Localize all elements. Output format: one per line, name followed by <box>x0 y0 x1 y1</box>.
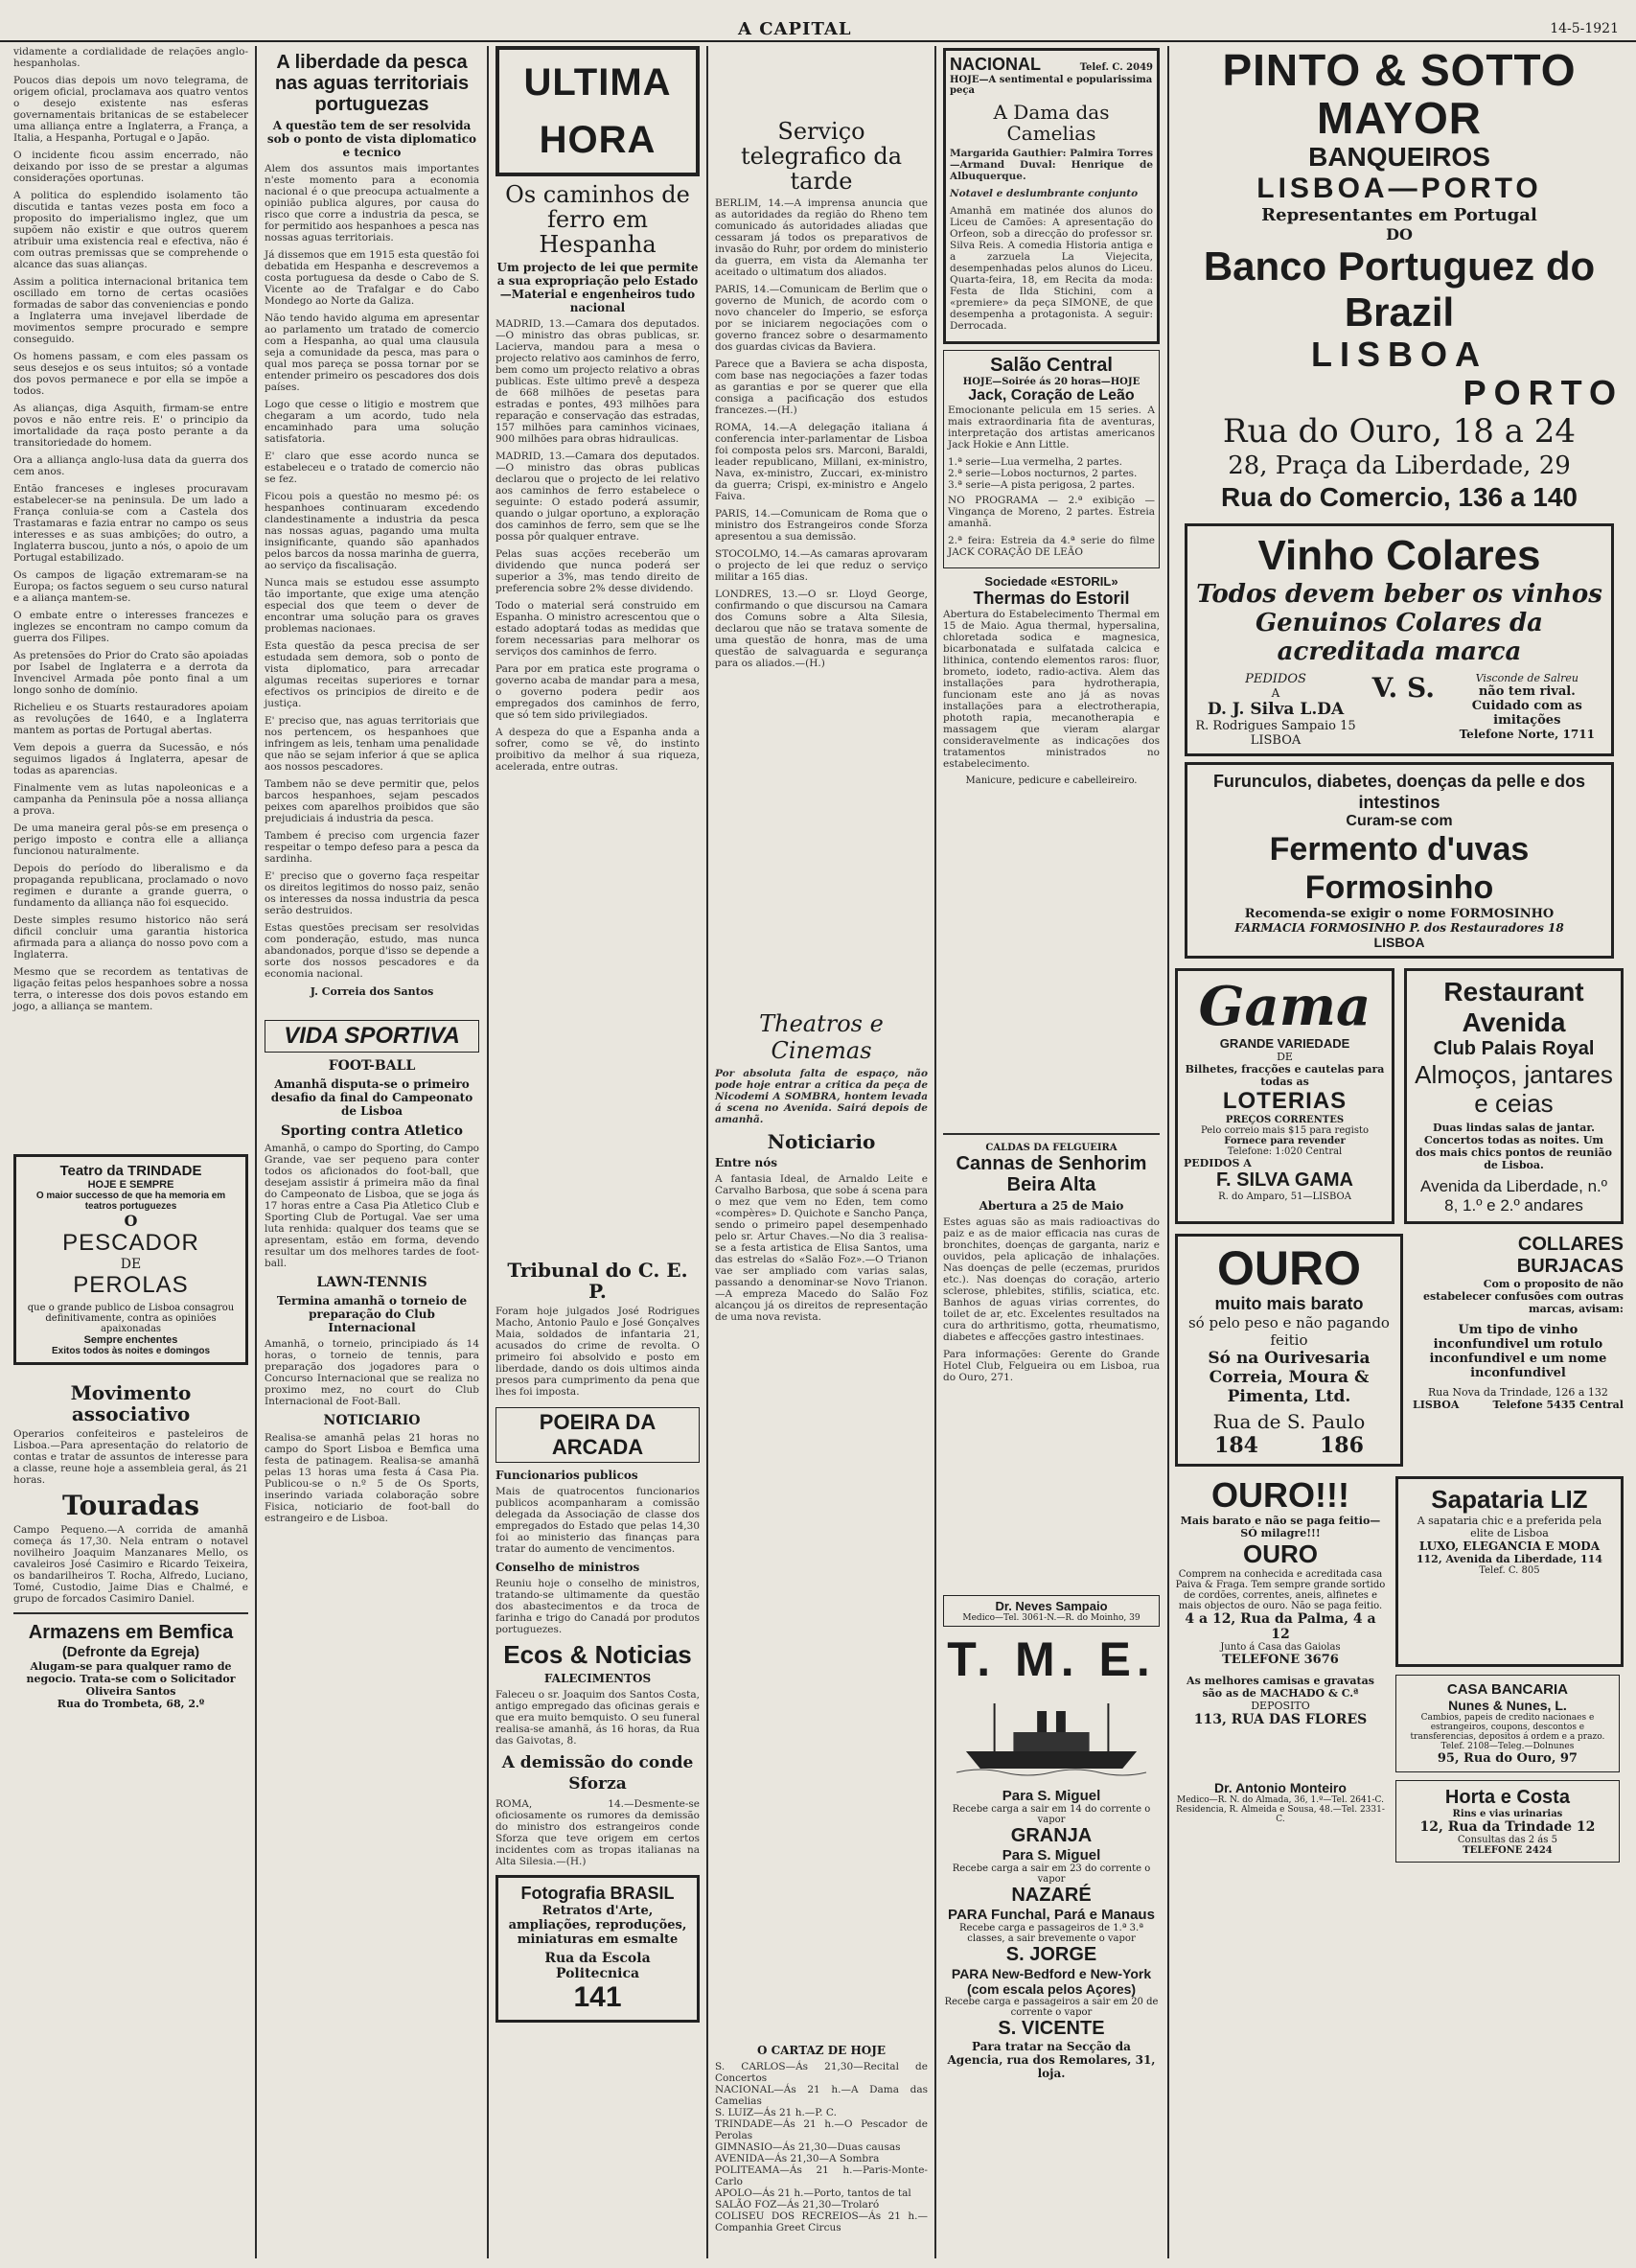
pinto-address-2: 28, Praça da Liberdade, 29 <box>1228 451 1571 480</box>
pinto-bank: Banco Portuguez do Brazil <box>1203 243 1596 335</box>
column-5 <box>943 46 1164 2258</box>
bancaria-telephone: Telef. 2108—Teleg.—Dolnunes <box>1440 1742 1575 1751</box>
felgueira-ad <box>943 1125 1164 1389</box>
article-paragraph: Poucos dias depois um novo telegrama, de origem oficial, proclamava aos quatro ventos o desejo existente nas esferas governamentais britanicas de se estabelecer uma alliança entre a Inglaterra, a França, a Italia, a Hespanha, Portugal e o Japão. <box>13 75 252 144</box>
fermento-ad <box>1185 762 1614 959</box>
ouro-text: só pelo peso e não pagando feitio <box>1187 1314 1390 1349</box>
column-rule <box>706 46 708 2258</box>
colares-visconde <box>1449 672 1605 741</box>
horta-ad <box>1395 1780 1620 1863</box>
armazens-title: Armazens em Bemfica <box>28 1622 234 1643</box>
burjacas-title: COLLARES BURJACAS <box>1516 1234 1624 1277</box>
cartaz-title: O CARTAZ DE HOJE <box>756 2044 887 2057</box>
ouro-paiva-ad <box>1175 1476 1386 1667</box>
masthead <box>0 19 1636 42</box>
pinto-address-1: Rua do Ouro, 18 a 24 <box>1222 412 1577 451</box>
football-subhead: Amanhã disputa-se o primeiro desafio da final do Campeonato de Lisboa <box>270 1077 473 1118</box>
newspaper-date: 14-5-1921 <box>1550 21 1619 36</box>
colares-no-rival: não tem rival. Cuidado com as imitações <box>1471 684 1582 728</box>
fermento-pharmacy: FARMACIA FORMOSINHO P. dos Restauradores 18 <box>1234 921 1564 935</box>
granja-ship: GRANJA <box>1010 1825 1093 1846</box>
colares-orders <box>1193 672 1358 748</box>
machado-deposit: DEPOSITO <box>1251 1700 1310 1712</box>
restaurant-meals: Almoços, jantares e ceias <box>1415 1060 1613 1118</box>
article-paragraph: STOCOLMO, 14.—As camaras aprovaram o projecto de lei que reduz o serviço militar a 165 dias. <box>715 548 932 583</box>
nazare-ship: NAZARÉ <box>1011 1885 1092 1906</box>
nacional-title: NACIONAL <box>950 55 1041 74</box>
article-paragraph: As alianças, diga Asquith, firmam-se entre povos e não entre reis. E' o principio da imortalidade da raça posto perante a da transitoriedade do homem. <box>13 403 252 449</box>
burjacas-footer <box>1413 1399 1624 1411</box>
salao-series: 2.ª serie—Lobos nocturnos, 2 partes. <box>948 468 1138 479</box>
article-paragraph: Parece que a Baviera se acha disposta, com base nas negociações a fazer todas as garantias e por se querer que ella consiga a pacificação dos estudos francezes.—(H.) <box>715 359 932 416</box>
poeira-text: Mais de quatrocentos funcionarios publicos acompanharam a comissão delegada da Associação de classe dos empregados do Estado que pelas 14,30 foi ao ministerio das finanças para tratar do aumento de vencimentos. <box>495 1486 703 1555</box>
restaurant-text: Duas lindas salas de jantar. Concertos todas as noites. Um dos mais chics pontos de reunião de Lisboa. <box>1415 1122 1613 1171</box>
neves-text: Medico—Tel. 3061-N.—R. do Moinho, 39 <box>962 1613 1141 1623</box>
trindade-play-line-1: PESCADOR <box>62 1230 199 1256</box>
bancaria-name: Nunes & Nunes, L. <box>1448 1698 1567 1713</box>
alliance-article <box>13 46 252 1012</box>
armazens-address: Rua do Trombeta, 68, 2.º <box>57 1698 205 1710</box>
article-paragraph: E' claro que esse acordo nunca se estabeleceu e o tratado de comercio não se fez. <box>265 451 483 485</box>
sapataria-title: Sapataria LIZ <box>1431 1485 1588 1514</box>
miguel-1-title: Para S. Miguel <box>1002 1788 1101 1804</box>
nacional-note: Notavel e deslumbrante conjunto <box>950 188 1139 199</box>
ouro-paiva-telephone: TELEFONE 3676 <box>1222 1653 1339 1667</box>
lower-column-3 <box>495 1254 703 2028</box>
article-paragraph: MADRID, 13.—Camara dos deputados.—O ministro das obras publicas, sr. Lacierva, mandou para a mesa o projecto relativo aos caminhos de ferro, bem como um projecto relativo a obras publicas. Este ultimo prevê a despeza de 668 milhões de pesetas para estradas e pontes, 493 milhões para reparação e conservação das estradas, 157 milhões para caminhos vicinaes, 900 milhões para obras hidraulicas. <box>495 318 703 445</box>
article-paragraph: Os campos de ligação extremaram-se na Europa; os factos seguem o seu curso natural e a aliança mantem-se. <box>13 569 252 604</box>
ouro-shop: Só na Ourivesaria Correia, Moura & Pimenta, Ltd. <box>1208 1349 1371 1406</box>
ouro-address: Rua de S. Paulo <box>1212 1410 1366 1433</box>
gama-text-3: Fornece para revender <box>1224 1136 1346 1146</box>
brasil-title: Fotografia BRASIL <box>520 1884 675 1903</box>
horta-address: 12, Rua da Trindade 12 <box>1419 1819 1596 1835</box>
newspaper-title: A CAPITAL <box>738 19 852 39</box>
football-title: FOOT-BALL <box>328 1058 416 1074</box>
pesca-subhead: A questão tem de ser resolvida sob o ponto de vista diplomatico e tecnico <box>266 119 477 159</box>
cep-title: Tribunal do C. E. P. <box>507 1259 688 1303</box>
ecos-title: Ecos & Noticias <box>503 1640 692 1669</box>
nacional-header <box>950 55 1153 75</box>
article-paragraph: LONDRES, 13.—O sr. Lloyd George, confirmando o que discursou na Camara dos Comuns sobre a Alta Silesia, declarou que não se tratava somente de uma questão de honra, mas de uma questão de salvaguarda e segurança para os aliados.—(H.) <box>715 589 932 669</box>
burjacas-slogan: Um tipo de vinho inconfundivel um rotulo inconfundivel e um nome inconfundivel <box>1429 1323 1607 1380</box>
fermento-cure: Curam-se com <box>1346 813 1453 829</box>
tme-logo: T. M. E. <box>947 1632 1156 1686</box>
article-paragraph: PARIS, 14.—Comunicam de Roma que o ministro dos Estrangeiros conde Sforza apresentou a sua demissão. <box>715 508 932 543</box>
pinto-title: PINTO & SOTTO MAYOR <box>1222 45 1577 143</box>
poeira-arcada-logo: POEIRA DA ARCADA <box>495 1407 700 1463</box>
restaurant-ad <box>1404 968 1624 1224</box>
gama-precos: PREÇOS CORRENTES <box>1225 1115 1345 1125</box>
estoril-title: Thermas do Estoril <box>973 589 1130 608</box>
salao-film: Jack, Coração de Leão <box>968 387 1135 404</box>
gama-de: DE <box>1277 1051 1293 1063</box>
article-paragraph: Logo que cesse o litigio e mostrem que chegaram a um acordo, tudo nela encaminhado para uma solução satisfatoria. <box>265 399 483 445</box>
article-paragraph: Nunca mais se estudou esse assumpto tão importante, que exige uma atenção especial dos que teem o dever de encontrar uma solução para os graves problemas nacionaes. <box>265 577 483 635</box>
pinto-representatives: Representantes em Portugal <box>1261 205 1537 225</box>
estoril-ad <box>943 574 1164 786</box>
colares-footer <box>1193 672 1605 748</box>
lower-ads-row-3 <box>1175 1476 1624 1667</box>
article-paragraph: Então franceses e ingleses procuravam estabelecer-se na peninsula. De um lado a França conluia-se com a Castela dos Trastamaras e fazia entrar no campo os seus interesses e as suas ambições; do outro, a Inglaterra buscou, junto a nós, o apoio de um Portugal estabilizado. <box>13 483 252 564</box>
brasil-text: Retratos d'Arte, ampliações, reproduções, miniaturas em esmalte <box>508 1904 687 1947</box>
ecos-text: Faleceu o sr. Joaquim dos Santos Costa, antigo empregado das oficinas gerais e que era muito bemquisto. O seu funeral realisa-se amanhã, ás 16 horas, da Rua das Gaivotas, 8. <box>495 1689 703 1747</box>
gama-subtitle: GRANDE VARIEDADE <box>1219 1036 1350 1051</box>
associativo-section <box>13 1377 252 1710</box>
gama-address: R. do Amparo, 51—LISBOA <box>1218 1192 1351 1202</box>
burjacas-city: LISBOA <box>1412 1399 1460 1411</box>
sforza-title: A demissão do conde Sforza <box>501 1753 694 1794</box>
ouro-subtitle: muito mais barato <box>1214 1294 1364 1313</box>
trindade-article: O <box>124 1212 138 1230</box>
neves-ad <box>943 1595 1160 1627</box>
nacional-cast: Margarida Gauthier: Palmira Torres—Armand Duval: Henrique de Albuquerque. <box>950 148 1157 182</box>
nacional-telephone: Telef. C. 2049 <box>1079 62 1153 73</box>
ouro-numbers <box>1184 1433 1394 1458</box>
sapataria-telephone: Telef. C. 805 <box>1479 1565 1540 1576</box>
pesca-headline: A liberdade da pesca nas aguas territoriais portuguezas <box>274 52 470 115</box>
column-3 <box>495 46 703 2258</box>
noticiario-subhead: Entre nós <box>715 1156 778 1169</box>
lower-ads-row-4 <box>1175 1675 1624 1772</box>
article-paragraph: As pretensões do Prior do Crato são apoiadas por Isabel de Inglaterra e a derrota da Invencivel Armada pôe ponto final a um longo sonho de domínio. <box>13 650 252 696</box>
horta-title: Horta e Costa <box>1444 1787 1570 1808</box>
armazens-subtitle: (Defronte da Egreja) <box>61 1644 200 1660</box>
sapataria-address: 112, Avenida da Liberdade, 114 <box>1416 1553 1602 1565</box>
tennis-title: LAWN-TENNIS <box>316 1275 427 1290</box>
gama-telephone: Telefone: 1:020 Central <box>1227 1146 1343 1157</box>
gama-text-2: Pelo correio mais $15 para registo <box>1200 1125 1370 1136</box>
felgueira-text: Estes aguas são as mais radioactivas do paiz e as de maior efficacia nas curas de bronchites, doenças de garganta, nariz e ouvidos, pela aplicação de inhalações. Nas doenças de pelle (eczemas, pruridos etc.). Nas doenças do coração, arterio sclerose, phlebites, stifilis, sciatica, etc. Banhos de aguas virias correntes, do toilet de ar, etc. Excelentes resultados na cura do arthritismo, gotta, rheumatismo, diabetes e affecções gastro intestinaes. <box>943 1216 1164 1343</box>
article-paragraph: Os homens passam, e com eles passam os seus desejos e os seus intuitos; só a vontade dos povos permanece e por ella se impõe a todos. <box>13 351 252 397</box>
ouro-paiva-junto: Junto á Casa das Gaiolas <box>1220 1642 1341 1653</box>
machado-ad <box>1175 1675 1386 1772</box>
horta-telephone: TELEFONE 2424 <box>1463 1845 1553 1856</box>
column-rule <box>487 46 489 2258</box>
ecos-subhead: FALECIMENTOS <box>543 1672 652 1685</box>
article-paragraph: vidamente a cordialidade de relações anglo-hespanholas. <box>13 46 248 69</box>
cartaz-item: S. LUIZ—Ás 21 h.—P. C. <box>715 2107 837 2118</box>
noticiario-title: Noticiario <box>767 1130 876 1153</box>
article-paragraph: Ora a alliança anglo-lusa data da guerra dos cem anos. <box>13 454 252 477</box>
article-paragraph: Vem depois a guerra da Sucessão, e nós seguimos ligados á Inglaterra, apesar de todas as aparencias. <box>13 742 252 776</box>
pesca-byline: J. Correia dos Santos <box>310 985 434 998</box>
ouro-number: 184 <box>1214 1433 1258 1458</box>
column-rule <box>255 46 257 2258</box>
article-paragraph: ROMA, 14.—A delegação italiana á conferencia inter-parlamentar de Lisboa foi composta pelos srs. Marconi, Baraldi, leader republicano, Millani, ex-ministro, Nava, ex-ministro, Zuccari, ex-ministro da guerra; Crispi, ex-ministro e Angelo Faiva. <box>715 422 932 502</box>
fermento-title: Fermento d'uvas Formosinho <box>1269 831 1530 906</box>
column-rule <box>934 46 936 2258</box>
colares-orders-city: LISBOA <box>1250 733 1302 748</box>
associativo-title: Movimento associativo <box>70 1381 192 1425</box>
ouro-paiva-subtitle: Mais barato e não se paga feitio—SÓ milagre!!! <box>1180 1515 1381 1539</box>
estoril-footer: Manicure, pedicure e cabelleireiro. <box>965 775 1138 786</box>
salao-programme: NO PROGRAMA — 2.ª exibição — Vingança de Moreno, 2 partes. Estreia amanhã. <box>948 495 1159 529</box>
colares-ad <box>1185 523 1614 756</box>
cartaz-item: COLISEU DOS RECREIOS—Ás 21 h.—Companhia Greet Circus <box>715 2210 928 2233</box>
cartaz-item: POLITEAMA—Ás 21 h.—Paris-Monte-Carlo <box>715 2164 928 2187</box>
trindade-intro: O maior successo de que ha memoria em teatros portuguezes <box>35 1191 226 1212</box>
salao-series: 3.ª serie—A pista perigosa, 2 partes. <box>948 479 1136 491</box>
theatros-section <box>715 1005 932 1329</box>
article-paragraph: Tambem não se deve permitir que, pelos barcos hespanhoes, sejam pescados peixes com aparelhos proibidos que são prejudiciais á industria da pesca. <box>265 778 483 824</box>
lower-ads-row-1 <box>1175 968 1624 1224</box>
column-rule <box>1167 46 1169 2258</box>
touradas-text: Campo Pequeno.—A corrida de amanhã começa ás 17,30. Nela entram o notavel novilheiro Joaquim Manzanares Mello, os cavaleiros José Casimiro e Ricardo Teixeira, os bandarilheiros T. Rocha, Alfredo, Luciano, Tomé, Custodio, Jaime Dias e Chalmé, e grupo de forcados Casimiro Daniel. <box>13 1524 252 1605</box>
colares-telephone: Telefone Norte, 1711 <box>1459 728 1595 741</box>
colares-mark: V. S. <box>1371 672 1435 704</box>
sapataria-ad <box>1395 1476 1624 1667</box>
column-2 <box>265 46 483 2258</box>
monteiro-name: Dr. Antonio Monteiro <box>1214 1780 1347 1795</box>
salao-intro: HOJE—Soirée ás 20 horas—HOJE <box>962 377 1141 387</box>
lower-ads-row-2 <box>1175 1234 1624 1467</box>
article-paragraph: Richelieu e os Stuarts restauradores apoiam as revoluções de 1640, e a Inglaterra mantem as portas de Portugal abertas. <box>13 702 252 736</box>
newbedford-text: Recebe carga e passageiros a sair em 20 de corrente o vapor <box>944 1997 1159 2018</box>
sport-noticiario-title: NOTICIARIO <box>323 1413 421 1428</box>
gama-loterias: LOTERIAS <box>1222 1088 1348 1114</box>
ouro-paiva-title: OURO!!! <box>1210 1475 1349 1515</box>
pinto-subtitle: BANQUEIROS <box>1308 142 1490 172</box>
pinto-address-3: Rua do Comercio, 136 a 140 <box>1221 482 1578 512</box>
nacional-play: A Dama das Camelias <box>993 101 1110 145</box>
fermento-intro: Furunculos, diabetes, doenças da pelle e dos intestinos <box>1212 772 1586 812</box>
trindade-times: Exitos todos às noites e domingos <box>51 1346 211 1356</box>
cartaz-item: S. CARLOS—Ás 21,30—Recital de Concertos <box>715 2061 932 2084</box>
horta-hours: Consultas das 2 ás 5 <box>1457 1835 1557 1845</box>
salao-series: 1.ª serie—Lua vermelha, 2 partes. <box>948 456 1122 468</box>
cartaz-item: APOLO—Ás 21 h.—Porto, tantos de tal <box>715 2187 911 2199</box>
caminhos-subhead: Um projecto de lei que permite a sua expropriação pelo Estado—Material e engenheiros tudo nacional <box>496 261 699 314</box>
sforza-text: ROMA, 14.—Desmente-se oficiosamente os rumores da demissão do ministro dos estrangeiros conde Sforza que teve origem em certos incidentes com as tropas italianas na Alta Silesia.—(H.) <box>495 1798 703 1867</box>
article-paragraph: Alem dos assuntos mais importantes n'este momento para a economia nacional é o que preocupa actualmente a opinião publica algures, por causa do risco que corre a industria da pesca, se for permitido aos hespanhoes a pesca nas nossas aguas territoriais. <box>265 163 483 243</box>
article-paragraph: PARIS, 14.—Comunicam de Berlim que o governo de Munich, de acordo com o novo chanceler do Imperio, se esforça por se iniciarem negociações com o governo francez sobre o desarmamento dos guardas civicas da Baviera. <box>715 284 932 353</box>
ship-illustration <box>956 1694 1146 1780</box>
caminhos-headline: Os caminhos de ferro em Hespanha <box>505 181 690 258</box>
bancaria-ad <box>1395 1675 1620 1772</box>
vida-sportiva-logo: VIDA SPORTIVA <box>265 1020 479 1053</box>
article-paragraph: Finalmente vem as lutas napoleonicas e a campanha da Peninsula põe a nossa alliança a prova. <box>13 782 252 817</box>
theatros-logo: Theatros e Cinemas <box>759 1010 884 1064</box>
salao-title: Salão Central <box>990 355 1113 376</box>
tennis-text: Amanhã, o torneio, principiado ás 14 horas, o torneio de tennis, para preparação dos jogadores para o Concurso Internacional que se realiza no proximo mez, no court do Club Internacional de Foot-Ball. <box>265 1338 483 1407</box>
cartaz-item: GIMNASIO—Ás 21,30—Duas causas <box>715 2141 901 2153</box>
article-paragraph: A despeza do que a Espanha anda a sofrer, como se vê, do instinto proibitivo da melhor á sua riqueza, acelerada, entre outras. <box>495 727 703 773</box>
trindade-play-de: DE <box>120 1257 142 1272</box>
colares-visconde-name: Visconde de Salreu <box>1475 672 1578 684</box>
nacional-text: Amanhã em matinée dos alunos do Liceu de Camões: A apresentação do Orfeon, sob a direcção do professor sr. Silva Reis. A comedia Historia antiga e a zarzuela La Viejecita, desempenhadas pelos alunos do Liceu. Quarta-feira, 18, em Recita da moda: Festa de Ilda Stichini, com a «premiere» da peça SIMONE, de que desempenha a protagonista. A seguir: Derrocada. <box>950 205 1157 332</box>
monteiro-text: Medico—R. N. do Almada, 36, 1.º—Tel. 2641-C. Residencia, R. Almeida e Sousa, 48.—Tel. 2331-C. <box>1176 1795 1385 1824</box>
article-paragraph: Mesmo que se recordem as tentativas de ligação feitas pelos hespanhoes sobre a nossa terra, o interesse dos dois povos estando em jogo, a alliança se mantem. <box>13 966 252 1012</box>
newbedford-title: PARA New-Bedford e New-York (com escala pelos Açores) <box>951 1966 1152 1997</box>
pinto-cities: LISBOA—PORTO <box>1256 173 1542 204</box>
associativo-text: Operarios confeiteiros e pasteleiros de Lisboa.—Para apresentação do relatorio de contas e tratar de assuntos de interesse para a classe, reune hoje a assembleia geral, ás 21 horas. <box>13 1428 252 1486</box>
conselho-text: Reuniu hoje o conselho de ministros, tratando-se ultimamente da questão dos abastecimentos e da troca de farinha e trigo do Canadá por produtos portuguezes. <box>495 1578 703 1635</box>
article-paragraph: Estas questões precisam ser resolvidas com ponderação, estudo, mas nunca abandonados, porque d'isso se depende a sorte dos nossos pescadores e da economia nacional. <box>265 922 483 980</box>
column-6 <box>1175 46 1624 2258</box>
nacional-ad <box>943 48 1160 344</box>
fermento-city: LISBOA <box>1373 935 1425 950</box>
trindade-description: que o grande publico de Lisboa consagrou definitivamente, contra as opiniões apaixonadas <box>27 1303 235 1334</box>
miguel-2-text: Recebe carga a sair em 23 do corrente o vapor <box>952 1863 1151 1885</box>
sapataria-tag: LUXO, ELEGANCIA E MODA <box>1418 1539 1600 1553</box>
estoril-text: Abertura do Estabelecimento Thermal em 15 de Maio. Agua thermal, hypersalina, chloretada sodica e magnesica, bicarbonatada e sulfatada calcica e lithinica, contendo elementos raros: fluor, brometo, iodeto, radio-activa. Alem das installações para hydrotherapia, funcionam este ano já as novas installações para a electrotherapia, phototh rapia, mecanotherapia e massagem que vieram alargar consideravelmente as indicações dos tratamentos ministrados no estabelecimento. <box>943 609 1164 770</box>
gama-logo: Gama <box>1198 975 1371 1038</box>
sport-noticiario-text: Realisa-se amanhã pelas 21 horas no campo do Sport Lisboa e Bemfica uma festa de patinagem. Realisa-se amanhã pelas 13 horas uma festa á Casa Pia. Publicou-se o n.º 5 de Os Sports, inserindo variada colaboração sobre Fisica, noticiario de foot-ball do estrangeiro e de Lisboa. <box>265 1432 483 1524</box>
tennis-subhead: Termina amanhã o torneio de preparação do Club Internacional <box>276 1294 468 1334</box>
lower-ads-row-5 <box>1175 1780 1624 1863</box>
svicente-text: Para tratar na Secção da Agencia, rua dos Remolares, 31, loja. <box>947 2040 1156 2080</box>
column-4 <box>715 46 932 2258</box>
armazens-text: Alugam-se para qualquer ramo de negocio. Trata-se com o Solicitador Oliveira Santos <box>26 1660 236 1698</box>
miguel-1-text: Recebe carga a sair em 14 do corrente o vapor <box>952 1804 1151 1825</box>
machado-text: As melhores camisas e gravatas são as de MACHADO & C.ª <box>1187 1675 1374 1700</box>
sjorge-ship: S. JORGE <box>1005 1944 1097 1965</box>
colares-slogan: Todos devem beber os vinhos Genuinos Colares da acreditada marca <box>1196 580 1602 666</box>
cartaz-item: TRINDADE—Ás 21 h.—O Pescador de Perolas <box>715 2118 932 2141</box>
bancaria-address: 95, Rua do Ouro, 97 <box>1437 1751 1578 1766</box>
felgueira-title: Cannas de Senhorim Beira Alta <box>956 1153 1147 1195</box>
gama-ad <box>1175 968 1394 1224</box>
salao-series-4: 2.ª feira: Estreia da 4.ª serie do filme JACK CORAÇÃO DE LEÃO <box>948 535 1159 558</box>
trindade-subtitle: HOJE E SEMPRE <box>87 1179 174 1191</box>
article-paragraph: Já dissemos que em 1915 esta questão foi debatida em Hespanha e descrevemos a costa portuguesa da desde o Cabo de S. Vicente ao de Trafalgar e do Cabo Mondego ao Norte da Galiza. <box>265 249 483 307</box>
cartaz-section <box>715 2040 932 2233</box>
trindade-ad <box>13 1154 248 1365</box>
felgueira-opening: Abertura a 25 de Maio <box>979 1199 1124 1213</box>
fotografia-brasil-ad <box>495 1875 700 2023</box>
theatros-intro: Por absoluta falta de espaço, não pode hoje entrar a critica da peça de Nicodemi A SOMBRA, hontem levada á scena no Avenida. Sairá depois de amanhã. <box>715 1068 932 1125</box>
trindade-title: Teatro da TRINDADE <box>59 1163 202 1179</box>
funchal-text: Recebe carga e passageiros de 1.ª 3.ª classes, a sair brevemente o vapor <box>959 1923 1143 1944</box>
divider <box>943 1133 1160 1135</box>
monteiro-ad <box>1175 1780 1386 1863</box>
ouro-title: OURO <box>1216 1241 1361 1295</box>
cartaz-item: AVENIDA—Ás 21,30—A Sombra <box>715 2153 880 2164</box>
sapataria-text: A sapataria chic e a preferida pela elite de Lisboa <box>1417 1515 1602 1539</box>
burjacas-text: Com o proposito de não estabelecer confusões com outras marcas, avisam: <box>1422 1278 1624 1315</box>
gama-name: F. SILVA GAMA <box>1216 1169 1353 1191</box>
gama-pedidos: PEDIDOS A <box>1184 1157 1252 1169</box>
article-paragraph: E' preciso que o governo faça respeitar os direitos legitimos do nosso paiz, senão os interesses da nossa industria da pesca serão destruidos. <box>265 870 483 916</box>
burjacas-ad <box>1413 1234 1624 1467</box>
colares-orders-address: R. Rodrigues Sampaio 15 <box>1195 719 1356 733</box>
poeira-subhead: Funcionarios publicos <box>495 1469 638 1482</box>
brasil-number: 141 <box>573 1981 622 2013</box>
article-paragraph: MADRID, 13.—Camara dos deputados.—O ministro das obras publicas declarou que o projecto de lei relativo aos caminhos de ferro estabelece o seguinte: O estado poderá assumir, quando o julgar oportuno, a exploração dos caminhos de ferro, sem que se lhe possa pôr qualquer entrave. <box>495 451 703 543</box>
article-paragraph: Todo o material será construido em Espanha. O ministro acrescentou que o estado adoptará todas as medidas que forem necessarias para melhorar os serviços dos caminhos de ferro. <box>495 600 703 658</box>
brasil-address: Rua da Escola Politecnica <box>544 1951 651 1981</box>
salao-text: Emocionante pelicula em 15 series. A mais extraordinaria fita de aventuras, interpretação dos artistas americanos Jack Hokie e Ann Little. <box>948 405 1159 451</box>
article-paragraph: Esta questão da pesca precisa de ser estudada sem demora, sob o ponto de vista diplomatico, para arrecadar algumas receitas superiores e tornar efectivos os principios de direito e de justiça. <box>265 640 483 709</box>
restaurant-address: Avenida da Liberdade, n.º 8, 1.º e 2.º andares <box>1420 1177 1607 1215</box>
ultima-hora-logo: ULTIMA HORA <box>495 46 700 176</box>
colares-orders-a: A <box>1271 686 1280 700</box>
neves-name: Dr. Neves Sampaio <box>995 1599 1108 1613</box>
colares-orders-name: D. J. Silva L.DA <box>1207 700 1345 719</box>
pinto-lisboa: LISBOA <box>1310 335 1487 374</box>
article-paragraph: O embate entre o interesses francezes e inglezes se encontram no campo comum da guerra dos Filipes. <box>13 610 252 644</box>
horta-subtitle: Rins e vias urinarias <box>1452 1809 1563 1819</box>
nacional-intro: HOJE—A sentimental e popularissima peça <box>950 75 1153 96</box>
article-paragraph: A politica do esplendido isolamento tão discutida e tantas vezes posta em foco a proposito do imperialismo inglez, que um supõem não existir e que outros querem atribuir uma existencia real e efectiva, não é com outras premissas que se comprehende o alcance das suas alianças. <box>13 190 252 270</box>
bancaria-text: Cambios, papeis de credito nacionaes e estrangeiros, coupons, descontos e transferencias, depositos á ordem e a prazo. <box>1410 1713 1605 1742</box>
fermento-recommend: Recomenda-se exigir o nome FORMOSINHO <box>1244 907 1555 921</box>
salao-central-ad <box>943 350 1160 568</box>
ouro-paiva-big: OURO <box>1242 1539 1318 1568</box>
trindade-play-line-2: PEROLAS <box>73 1272 189 1298</box>
felgueira-footer: Para informações: Gerente do Grande Hotel Club, Felgueira ou em Lisboa, rua do Ouro, 271. <box>943 1349 1164 1383</box>
pinto-do: DO <box>1386 225 1413 243</box>
felgueira-header: CALDAS DA FELGUEIRA <box>985 1143 1118 1153</box>
article-paragraph: Ficou pois a questão no mesmo pé: os hespanhoes continuaram excedendo clandestinamente a industria da pesca nas nossas aguas, pagando uma multa insignificante, quando são apanhados pelos barcos da nossa marinha de guerra, ao serviço da fiscalisação. <box>265 491 483 571</box>
article-paragraph: BERLIM, 14.—A imprensa anuncia que as autoridades da região do Rheno tem comunicado ás autoridades aliadas que cessaram já todos os preparativos de invasão do Ruhr, por ordem do ministerio da guerra, em vista da Alemanha ter aceitado o ultimatum dos aliados. <box>715 197 932 278</box>
article-paragraph: E' preciso que, nas aguas territoriais que nos pertencem, os hespanhoes que infringem as leis, tenham uma penalidade que não se sejam inferior á que se aplica aos nossos pescadores. <box>265 715 483 773</box>
pinto-porto: PORTO <box>1463 373 1624 412</box>
vida-sportiva-section <box>265 1014 483 1530</box>
machado-address: 113, RUA DAS FLORES <box>1193 1712 1368 1727</box>
ouro-paiva-address: 4 a 12, Rua da Palma, 4 a 12 <box>1185 1611 1376 1642</box>
gama-text-1: Bilhetes, fracções e cautelas para todas as <box>1185 1063 1385 1088</box>
football-text: Amanhã, o campo do Sporting, do Campo Grande, vae ser pequeno para conter todos os aficionados do foot-ball, que desejam assistir á primeira mão da final do Campeonato de Lisboa, que se joga ás 17 horas entre a Casa Pia Atletico Club e Sporting Club de Portugal. Vae ser uma luta renhida: qualquer dos teams que se apresentam, estão em forma, devendo resultar um dos melhores tardes de foot-ball. <box>265 1143 483 1269</box>
restaurant-club: Club Palais Royal <box>1433 1038 1595 1059</box>
article-paragraph: Assim a politica internacional britanica tem oscillado em torno de certas ocasiões formadas de sabor das conveniencias e pondo a Inglaterra uma invejavel liberdade de movimentos sempre procurado e sempre conseguido. <box>13 276 252 345</box>
ouro-number: 186 <box>1319 1433 1364 1458</box>
article-paragraph: Pelas suas acções receberão um dividendo que nunca poderá ser superior a 3%, mas tendo direito de preferencia sobre 2% desse dividendo. <box>495 548 703 594</box>
divider <box>13 1612 248 1614</box>
cartaz-item: NACIONAL—Ás 21 h.—A Dama das Camelias <box>715 2084 932 2107</box>
article-paragraph: De uma maneira geral pôs-se em presença o perigo imposto e contra elle a alliança funcionou naturalmente. <box>13 822 252 857</box>
article-paragraph: Deste simples resumo historico não será dificil concluir uma garantia historica afirmada para a aliança do nosso povo com a Inglaterra. <box>13 914 252 960</box>
column-1 <box>13 46 252 2258</box>
estoril-society: Sociedade «ESTORIL» <box>984 574 1118 589</box>
conselho-title: Conselho de ministros <box>495 1561 640 1574</box>
miguel-2-title: Para S. Miguel <box>1002 1847 1101 1863</box>
ouro-paiva-text: Comprem na conhecida e acreditada casa Paiva & Fraga. Tem sempre grande sortido de cordões, correntes, aneis, alfinetes e mais objectos de ouro. Não se paga feitio. <box>1175 1569 1386 1611</box>
ouro-ad <box>1175 1234 1403 1467</box>
tme-ad <box>943 1589 1160 2080</box>
svicente-ship: S. VICENTE <box>998 2018 1105 2039</box>
cartaz-item: SALÃO FOZ—Ás 21,30—Trolaró <box>715 2199 880 2210</box>
article-paragraph: Depois do período do liberalismo e da propaganda republicana, proclamado o novo regimen e durante a grande guerra, o fundamento da alliança não foi esquecido. <box>13 863 252 909</box>
trindade-tag: Sempre enchentes <box>83 1334 178 1346</box>
spacer <box>715 46 928 113</box>
telegrafico-headline: Serviço telegrafico da tarde <box>740 118 903 195</box>
article-paragraph: Não tendo havido alguma em apresentar ao parlamento um tratado de comercio com a Hespanha, ao qual uma clausula seja a comunidade da pesca, mas para o qual mos pareça se possa tornar por se entender primeiro os pescadores dos dois países. <box>265 312 483 393</box>
article-paragraph: Tambem é preciso com urgencia fazer respeitar o tempo defeso para a pesca da sardinha. <box>265 830 483 865</box>
noticiario-text: A fantasia Ideal, de Arnaldo Leite e Carvalho Barbosa, que sobe á scena para o mez que vem no Eden, tem como «compères» D. Quichote e Sancho Pança, sendo o primeiro papel desempenhado pelo sr. Artur Chaves.—No dia 3 realisa-se a festa artistica de Elisa Santos, uma das estrelas do «Salão Foz».—O Trianon vae ser ampliado com varias salas, passando a denominar-se Novo Trianon.—A empreza Macedo do Salão Foz alcançou já os direitos de representação de uma nova revista. <box>715 1173 932 1323</box>
article-paragraph: O incidente ficou assim encerrado, não deixando por isso de se prestar a algumas considerações oportunas. <box>13 150 252 184</box>
funchal-title: PARA Funchal, Pará e Manaus <box>948 1907 1155 1923</box>
restaurant-title: Restaurant Avenida <box>1443 977 1584 1037</box>
bancaria-title: CASA BANCARIA <box>1446 1681 1568 1698</box>
colares-orders-label: PEDIDOS <box>1245 672 1306 686</box>
touradas-title: Touradas <box>61 1490 200 1521</box>
burjacas-address: Rua Nova da Trindade, 126 a 132 <box>1427 1386 1608 1399</box>
burjacas-telephone: Telefone 5435 Central <box>1492 1399 1624 1411</box>
football-match: Sporting contra Atletico <box>280 1123 464 1139</box>
colares-title: Vinho Colares <box>1257 532 1541 579</box>
article-paragraph: Para por em pratica este programa o governo acaba de mandar para a mesa, o governo podera pedir aos empregados dos caminhos de ferro, que só tem sido privilegiados. <box>495 663 703 721</box>
cep-text: Foram hoje julgados José Rodrigues Macho, Antonio Paulo e José Gonçalves Maia, soldados de infantaria 21, acusados do crime de revolta. O primeiro foi absolvido e posto em liberdade, dando os dois ultimos ainda presos para cumprimento da pena que lhes foi imposta. <box>495 1306 703 1398</box>
